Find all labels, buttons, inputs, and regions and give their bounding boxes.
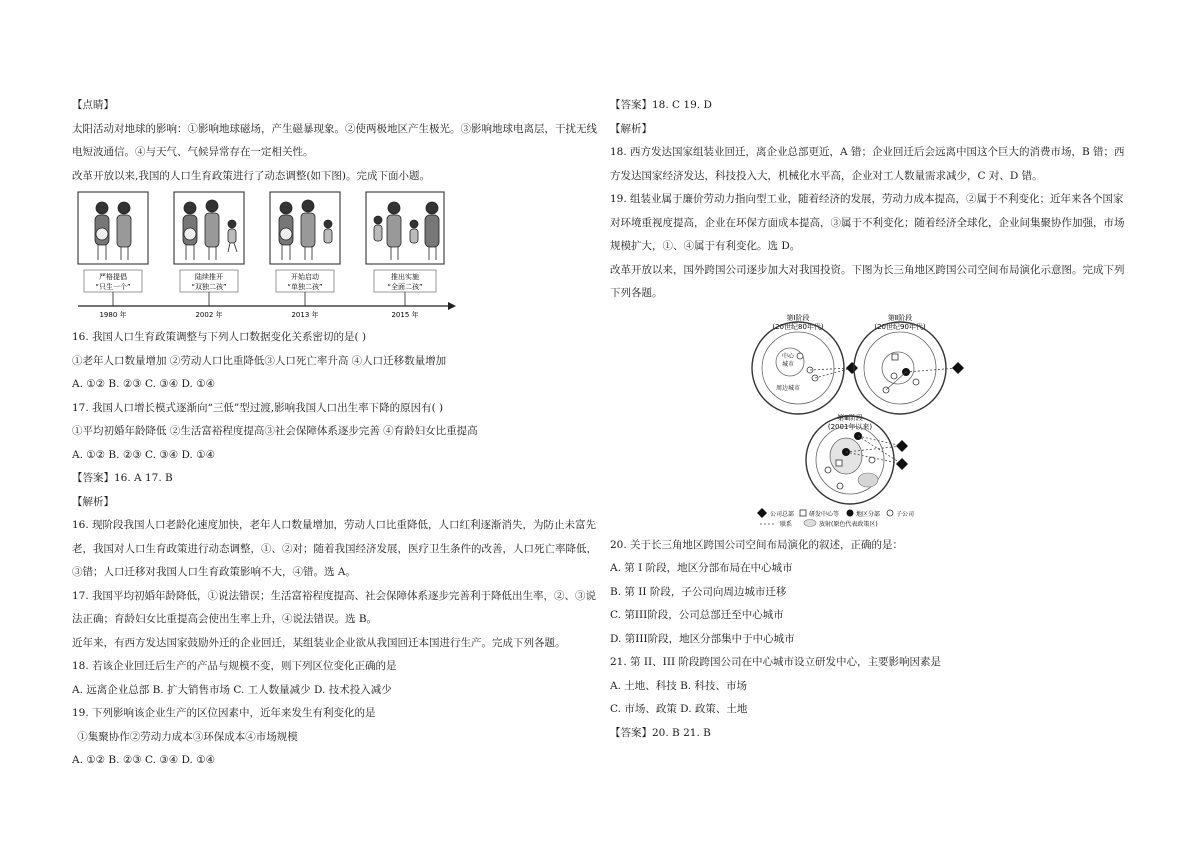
stage2-outer-ring — [854, 322, 946, 414]
stage1-sub: (20世纪80年代) — [772, 322, 824, 331]
question-19-choices: A. ①② B. ②③ C. ③④ D. ①④ — [72, 754, 216, 766]
explanation-19: 19. 组装业属于廉价劳动力指向型工业，随着经济的发展，劳动力成本提高，②属于不利变化；近年来各个国家对环境重视度提高，企业在环保方面成本提高，③属于不利变化；随着经济全球化，企业间集聚协作加强，市场规模扩大，①、④属于有利变化。选 D。 — [610, 193, 1125, 252]
question-20-b: B. 第 II 阶段，子公司向周边城市迁移 — [610, 585, 787, 598]
question-21: 21. 第 II、III 阶段跨国公司在中心城市设立研发中心，主要影响因素是 — [610, 656, 941, 668]
question-20: 20. 关于长三角地区跨国公司空间布局演化的叙述，正确的是： — [610, 538, 904, 551]
left-column — [72, 94, 598, 773]
legend-zone: 放射(原色代表政策区) — [819, 520, 878, 528]
year-2002: 2002 年 — [195, 311, 223, 319]
legend-link: 联系 — [780, 520, 793, 528]
stage3-hq-icon-2 — [896, 458, 908, 470]
question-20-a: A. 第 I 阶段，地区分部布局在中心城市 — [610, 562, 793, 574]
answer-16-17: 【答案】16. A 17. B — [72, 472, 173, 484]
legend-branch-icon — [847, 509, 854, 516]
stage3-title: 第Ⅲ阶段 — [837, 413, 863, 422]
stage2-periphery-ring — [864, 332, 936, 404]
question-16-options: ①老年人口数量增加 ②劳动人口比重降低③人口死亡率升高 ④人口迁移数量增加 — [72, 354, 447, 367]
dianjing-text: 太阳活动对地球的影响：①影响地球磁场，产生磁暴现象。②使两极地区产生极光。③影响地球电离层，干扰无线电短波通信。④与天气、气候异常存在一定相关性。 — [72, 122, 597, 158]
year-1980: 1980 年 — [99, 311, 127, 319]
timeline-arrow-icon — [448, 302, 456, 310]
dianjing-heading: 【点睛】 — [72, 99, 114, 111]
stage2-sub: (20世纪90年代) — [874, 322, 926, 331]
intro-20-21: 改革开放以来，国外跨国公司逐步加大对我国投资。下图为长三角地区跨国公司空间布局演化示意图。完成下列下列各题。 — [610, 263, 1125, 299]
stage2-title: 第Ⅱ阶段 — [887, 313, 913, 322]
answer-18-19: 【答案】18. C 19. D — [610, 99, 712, 111]
question-19: 19. 下列影响该企业生产的区位因素中，近年来发生有利变化的是 — [72, 707, 376, 719]
stage1-periphery-ring — [762, 332, 834, 404]
legend-branch: 地区分部 — [856, 510, 881, 518]
question-18-choices: A. 远离企业总部 B. 扩大销售市场 C. 工人数量减少 D. 技术投入减少 — [72, 683, 392, 696]
legend-rd: 研发中心等 — [809, 510, 840, 518]
layout-figure — [610, 310, 1130, 528]
question-18: 18. 若该企业回迁后生产的产品与规模不变，则下列区位变化正确的是 — [72, 660, 397, 672]
caption-1a: 严格提倡 — [99, 273, 127, 281]
explanation-17: 17. 我国平均初婚年龄降低，①说法错误；生活富裕程度提高、社会保障体系逐步完善利于降低出生率，②、③说法正确；育龄妇女比重提高会使出生率上升，④说法错误。选 B。 — [72, 589, 597, 625]
stage1-title: 第Ⅰ阶段 — [786, 313, 810, 322]
label-periphery: 周边城市 — [776, 384, 801, 392]
question-16-choices: A. ①② B. ②③ C. ③④ D. ①④ — [72, 378, 216, 390]
caption-4a: 推出实施 — [391, 273, 419, 281]
legend-zone-icon — [804, 519, 816, 526]
caption-3b: “单独二孩” — [287, 283, 323, 291]
label-city: 城市 — [782, 360, 795, 368]
explanation-16: 16. 现阶段我国人口老龄化速度加快，老年人口数量增加，劳动人口比重降低，人口红利逐渐消失，为防止未富先老，我国对人口生育政策进行动态调整，①、②对；随着我国经济发展，医疗卫生条件的改善，人口死亡率降低，③错；人口迁移对我国人口生育政策影响不大，④错。选 A。 — [72, 519, 597, 578]
stage2-hq-icon — [952, 362, 964, 374]
explanation-18: 18. 西方发达国家组装业回迁，离企业总部更近，A 错；企业回迁后会远离中国这个巨大的消费市场，B 错；西方发达国家经济发达，科技投入大，机械化水平高，企业对工人数量需求减少，C 对、D 错。 — [610, 146, 1125, 182]
question-21-cd: C. 市场、政策 D. 政策、土地 — [610, 703, 748, 715]
intro-18-19: 近年来，有西方发达国家鼓励外迁的企业回迁，某组装业企业欲从我国回迁本国进行生产。完成下列各题。 — [72, 636, 566, 649]
caption-4b: “全面二孩” — [387, 283, 423, 291]
question-17-options: ①平均初婚年龄降低 ②生活富裕程度提高③社会保障体系逐步完善 ④育龄妇女比重提高 — [72, 425, 478, 437]
jiexi-heading-left: 【解析】 — [72, 495, 114, 508]
caption-1b: “只生一个” — [95, 283, 131, 291]
legend-sub: 子公司 — [896, 510, 915, 518]
answer-20-21: 【答案】20. B 21. B — [610, 726, 711, 739]
year-2013: 2013 年 — [291, 311, 319, 319]
question-19-options: ①集聚协作②劳动力成本③环保成本④市场规模 — [77, 730, 298, 743]
legend-hq: 公司总部 — [770, 510, 795, 518]
legend-rd-icon — [800, 510, 806, 516]
intro-16-17: 改革开放以来,我国的人口生育政策进行了动态调整(如下图)。完成下面小题。 — [72, 169, 431, 182]
stage3-hq-icon-1 — [896, 440, 908, 452]
policy-illustration — [72, 190, 456, 320]
panel-frame-1 — [78, 192, 148, 264]
stage1-outer-ring — [752, 322, 844, 414]
right-column — [610, 94, 1130, 745]
question-17: 17. 我国人口增长模式逐渐向“三低”型过渡,影响我国人口出生率下降的原因有( ) — [72, 401, 444, 414]
question-20-d: D. 第III阶段，地区分部集中于中心城市 — [610, 632, 795, 645]
year-2015: 2015 年 — [391, 311, 419, 319]
label-center: 中心 — [782, 352, 795, 360]
policy-figure — [72, 190, 456, 320]
jiexi-heading-right: 【解析】 — [610, 122, 652, 135]
stage3-sub: (2001年以来) — [827, 422, 873, 431]
legend-hq-icon — [757, 508, 767, 518]
stage1-hq-icon — [846, 362, 858, 374]
legend-sub-icon — [887, 510, 893, 516]
spatial-evolution-diagram — [610, 310, 1130, 528]
question-20-c: C. 第III阶段，公司总部迁至中心城市 — [610, 609, 784, 621]
caption-2a: 陆续推开 — [195, 273, 223, 281]
caption-3a: 开始启动 — [291, 273, 319, 281]
question-21-ab: A. 土地、科技 B. 科技、市场 — [610, 679, 747, 692]
caption-2b: “双独二孩” — [191, 283, 227, 291]
question-17-choices: A. ①② B. ②③ C. ③④ D. ①④ — [72, 448, 216, 461]
question-16: 16. 我国人口生育政策调整与下列人口数据变化关系密切的是( ) — [72, 331, 367, 343]
